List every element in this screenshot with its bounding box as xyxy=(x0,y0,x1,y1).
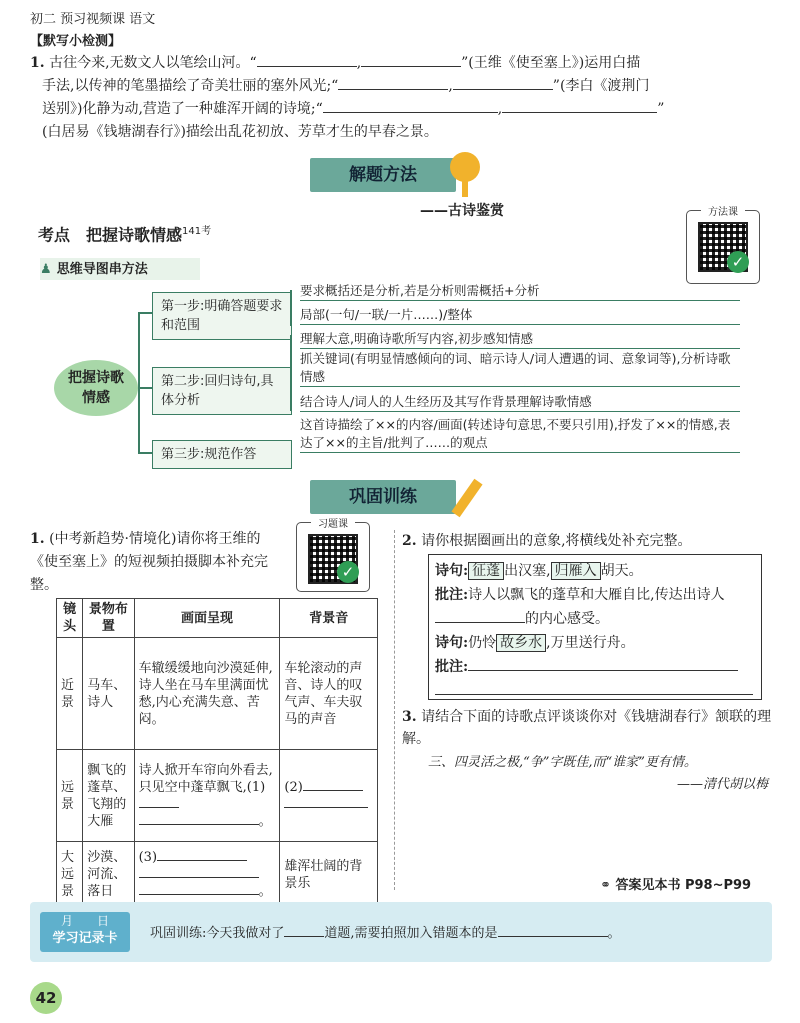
question-2: 2. 请你根据圈画出的意象,将横线处补充完整。 xyxy=(402,533,692,549)
question-1: 1. (中考新趋势·情境化)请你将王维的《使至塞上》的短视频拍摄脚本补充完整。 xyxy=(30,531,268,593)
answer-blank[interactable] xyxy=(323,112,498,113)
question-3: 3. 请结合下面的诗歌点评谈谈你对《钱塘湖春行》颔联的理解。 xyxy=(402,709,772,747)
answer-blank[interactable] xyxy=(284,936,324,937)
question-number: 1. xyxy=(30,55,45,71)
answer-blank[interactable] xyxy=(139,894,259,895)
step-2: 第二步:回归诗句,具体分析 xyxy=(152,367,292,415)
answer-blank[interactable] xyxy=(435,622,525,623)
step-1-detail: 局部(一句/一联/一片……)/整体 xyxy=(300,306,740,325)
connector xyxy=(138,312,140,452)
table-row: 近景 马车、诗人 车辙缓缓地向沙漠延伸,诗人坐在马车里满面忧愁,内心充满失意、苦闷。 车轮滚动的声音、诗人的叹气声、车夫驭马的声音 xyxy=(57,638,378,750)
banner-title: 解题方法 xyxy=(349,165,417,185)
step-1: 第一步:明确答题要求和范围 xyxy=(152,292,292,340)
script-table: 镜头 景物布置 画面呈现 背景音 近景 马车、诗人 车辙缓缓地向沙漠延伸,诗人坐在马车里满面忧愁,内心充满失意、苦闷。 车轮滚动的声音、诗人的叹气声、车夫驭马的声音 远景 飘飞的蓬草、飞翔的大雁 诗人掀开车帘向外看去,只见空中蓬草飘飞,(1) 。 (2) 大远景 沙漠、河流、落日 (3) 。 雄浑壮阔的背景乐 xyxy=(56,598,378,908)
answer-blank[interactable] xyxy=(157,860,247,861)
answer-blank[interactable] xyxy=(139,807,179,808)
answer-blank[interactable] xyxy=(257,66,357,67)
answer-blank[interactable] xyxy=(338,89,448,90)
answer-blank[interactable] xyxy=(303,790,363,791)
dictation-question: 1. 古往今来,无数文人以笔绘山河。“ , ”(王维《使至塞上》)运用白描 手法,以传神的笔墨描绘了奇美壮丽的塞外风光;“ , ”(李白《渡荆门 送别》)化静为动,营造了一种雄浑开阔的诗境;“ , ” (白居易《钱塘湖春行》)描绘出乱花初放、芳草才生的早春之景。 xyxy=(30,55,665,140)
answer-blank[interactable] xyxy=(468,670,738,671)
answer-blank[interactable] xyxy=(139,877,259,878)
page-number: 42 xyxy=(30,982,62,1014)
method-subtitle: ——古诗鉴赏 xyxy=(420,203,504,219)
check-icon: ✓ xyxy=(337,561,359,583)
step-2-detail: 结合诗人/词人的人生经历及其写作背景理解诗歌情感 xyxy=(300,393,740,412)
check-icon: ✓ xyxy=(727,251,749,273)
answer-blank[interactable] xyxy=(453,89,553,90)
practice-banner: 巩固训练 xyxy=(310,480,456,514)
page-header: 初二 预习视频课 语文 xyxy=(30,12,156,27)
key-icon-shaft xyxy=(462,175,468,197)
q3-quote: 三、四灵活之极,“争”字既佳,而“谁家”更有情。 ——清代胡以梅 xyxy=(428,755,768,792)
person-icon: ♟ xyxy=(40,262,52,277)
step-3-detail: 这首诗描绘了××的内容/画面(转述诗句意思,不要只引用),抒发了××的情感,表达了××的主旨/批判了……的观点 xyxy=(300,416,740,453)
exercise-qr-card[interactable]: 习题课 ✓ xyxy=(296,522,370,592)
link-icon: ⚭ xyxy=(600,878,611,893)
answer-reference: ⚭ 答案见本书 P98~P99 xyxy=(600,878,752,893)
mindmap-root: 把握诗歌情感 xyxy=(54,360,138,416)
answer-blank[interactable] xyxy=(284,807,368,808)
exam-point: 考点 把握诗歌情感$^{141考}$ xyxy=(38,225,212,245)
step-2-detail: 理解大意,明确诗歌所写内容,初步感知情感 xyxy=(300,330,740,349)
mindmap-heading: ♟ 思维导图串方法 xyxy=(40,258,200,280)
study-record-card: 月 日 学习记录卡 巩固训练:今天我做对了 道题,需要拍照加入错题本的是 。 xyxy=(30,902,772,962)
method-banner xyxy=(310,158,456,192)
answer-blank[interactable] xyxy=(435,694,753,695)
answer-blank[interactable] xyxy=(139,824,259,825)
step-2-detail: 抓关键词(有明显情感倾向的词、暗示诗人/词人遭遇的词、意象词等),分析诗歌情感 xyxy=(300,350,740,387)
table-row: 大远景 沙漠、河流、落日 (3) 。 雄浑壮阔的背景乐 xyxy=(57,842,378,908)
answer-blank[interactable] xyxy=(502,112,657,113)
pencil-icon xyxy=(451,479,482,518)
answer-blank[interactable] xyxy=(361,66,461,67)
step-1-detail: 要求概括还是分析,若是分析则需概括+分析 xyxy=(300,282,740,301)
dictation-tag: 【默写小检测】 xyxy=(30,34,122,49)
method-qr-card[interactable]: 方法课 ✓ xyxy=(686,210,760,284)
record-card-badge: 月 日 学习记录卡 xyxy=(40,912,130,952)
answer-blank[interactable] xyxy=(498,936,608,937)
q2-box: 诗句: 征蓬 出汉塞, 归雁入 胡天。 批注:诗人以飘飞的蓬草和大雁自比,传达出诗人的内心感受。 诗句:仍怜 故乡水 ,万里送行舟。 批注: xyxy=(428,554,762,700)
step-3: 第三步:规范作答 xyxy=(152,440,292,469)
table-row: 远景 飘飞的蓬草、飞翔的大雁 诗人掀开车帘向外看去,只见空中蓬草飘飞,(1) 。 (2) xyxy=(57,750,378,842)
